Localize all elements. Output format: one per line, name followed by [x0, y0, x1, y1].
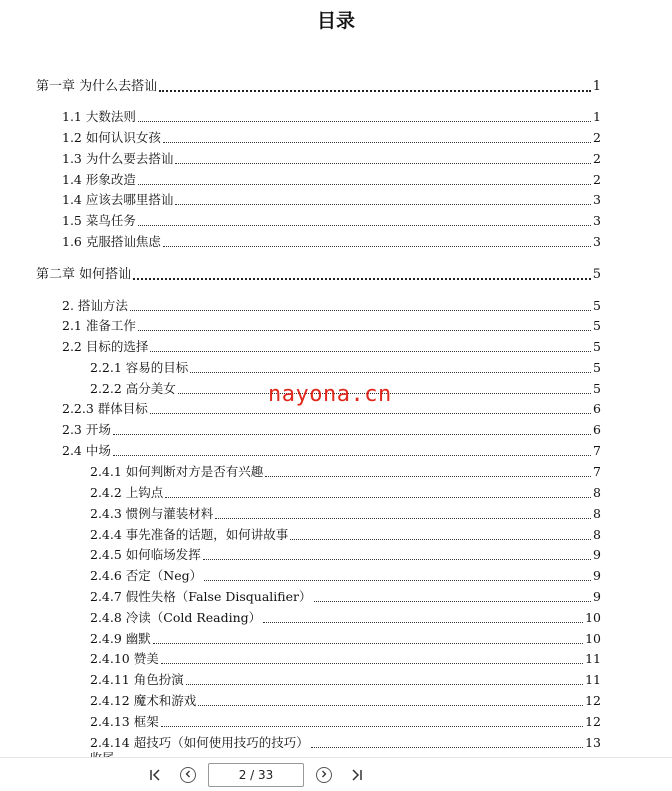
toc-entry-label: 第一章 为什么去搭讪	[36, 79, 158, 94]
toc-entry-label: 2.3 开场	[62, 422, 111, 437]
toc-entry[interactable]	[90, 546, 601, 564]
prev-page-button[interactable]	[180, 767, 196, 783]
toc-entry-label: 2.4.1 如何判断对方是否有兴趣	[90, 464, 264, 479]
toc-entry-label: 2.4.13 框架	[90, 714, 159, 729]
toc-entry[interactable]	[90, 484, 601, 502]
dot-leader	[113, 434, 591, 435]
last-page-button[interactable]	[346, 765, 366, 785]
dot-leader	[138, 121, 591, 122]
toc-entry-label: 2.4.8 冷读（Cold Reading）	[90, 610, 262, 625]
toc-entry-page-number: 3	[593, 192, 601, 207]
toc-entry[interactable]	[90, 567, 601, 585]
dot-leader	[163, 142, 591, 143]
dot-leader	[150, 351, 591, 352]
toc-entry-page-number: 3	[593, 234, 601, 249]
toc-title: 目录	[316, 10, 355, 32]
toc-entry[interactable]	[62, 212, 601, 230]
toc-entry-label: 2.4.11 角色扮演	[90, 672, 184, 687]
toc-entry[interactable]	[62, 129, 601, 147]
toc-entry-page-number: 9	[593, 589, 601, 604]
toc-entry-label: 2.4.14 超技巧（如何使用技巧的技巧）	[90, 735, 309, 750]
dot-leader	[175, 163, 591, 164]
toc-entry-page-number: 5	[593, 381, 601, 396]
toc-entry-page-number: 11	[585, 651, 601, 666]
toc-entry[interactable]	[90, 734, 601, 752]
toc-entry[interactable]	[62, 108, 601, 126]
dot-leader	[215, 518, 591, 519]
dot-leader	[130, 310, 591, 311]
toc-entry-label: 1.3 为什么要去搭讪	[62, 151, 174, 166]
toc-entry[interactable]	[90, 609, 601, 627]
toc-entry-page-number: 8	[593, 506, 601, 521]
toc-entry-label: 2.4.4 事先准备的话题，如何讲故事	[90, 527, 289, 542]
dot-leader	[159, 90, 591, 92]
toc-entry[interactable]	[62, 150, 601, 168]
toc-entry[interactable]	[90, 630, 601, 648]
toc-entry-page-number: 2	[593, 172, 601, 187]
toc-entry[interactable]	[90, 671, 601, 689]
toc-entry-label: 1.5 菜鸟任务	[62, 213, 136, 228]
toc-entry[interactable]	[90, 713, 601, 731]
toc-entry-label: 2.4 中场	[62, 443, 111, 458]
toc-entry-label: 1.4 应该去哪里搭讪	[62, 192, 174, 207]
toc-entry-page-number: 1	[593, 109, 601, 124]
dot-leader	[175, 204, 591, 205]
page-indicator[interactable]: 2 / 33	[208, 763, 304, 787]
toc-chapter-entry[interactable]	[36, 78, 601, 96]
toc-entry[interactable]	[62, 191, 601, 209]
toc-entry-label: 2.4.7 假性失格（False Disqualifier）	[90, 589, 312, 604]
toc-entry[interactable]	[90, 463, 601, 481]
toc-entry-label: 2. 搭讪方法	[62, 298, 128, 313]
toc-entry-label: 2.2.2 高分美女	[90, 381, 176, 396]
dot-leader	[150, 413, 591, 414]
dot-leader	[161, 726, 583, 727]
toc-entry-page-number: 13	[585, 735, 601, 750]
next-page-icon	[320, 770, 328, 781]
toc-entry[interactable]	[62, 421, 601, 439]
dot-leader	[290, 539, 591, 540]
toc-entry-page-number: 3	[593, 213, 601, 228]
toc-entry-label: 第二章 如何搭讪	[36, 267, 132, 282]
dot-leader	[138, 225, 591, 226]
toc-entry-page-number: 2	[593, 130, 601, 145]
toc-entry-page-number: 7	[593, 443, 601, 458]
toc-entry[interactable]	[62, 317, 601, 335]
toc-entry[interactable]	[90, 359, 601, 377]
toc-entry[interactable]	[90, 526, 601, 544]
toc-entry-page-number: 5	[593, 318, 601, 333]
dot-leader	[138, 330, 591, 331]
toc-entry-label: 2.2.1 容易的目标	[90, 360, 189, 375]
toc-entry-page-number: 12	[585, 693, 601, 708]
dot-leader	[161, 663, 583, 664]
toc-entry-page-number: 7	[593, 464, 601, 479]
toc-entry-label: 2.4.12 魔术和游戏	[90, 693, 197, 708]
toc-entry-page-number: 5	[593, 339, 601, 354]
dot-leader	[113, 455, 591, 456]
toc-entry-page-number: 9	[593, 568, 601, 583]
toc-entry[interactable]	[62, 297, 601, 315]
dot-leader	[186, 684, 583, 685]
dot-leader	[138, 184, 591, 185]
toc-entry[interactable]	[90, 588, 601, 606]
toc-entry[interactable]	[62, 442, 601, 460]
toc-entry-label: 1.2 如何认识女孩	[62, 130, 161, 145]
toc-entry-page-number: 11	[585, 672, 601, 687]
last-page-icon	[349, 766, 363, 785]
toc-entry[interactable]	[62, 338, 601, 356]
toc-entry-page-number: 2	[593, 151, 601, 166]
dot-leader	[133, 278, 591, 280]
toc-entry[interactable]	[62, 233, 601, 251]
toc-entry-page-number: 8	[593, 527, 601, 542]
first-page-button[interactable]	[146, 765, 166, 785]
toc-entry-page-number: 10	[585, 610, 601, 625]
toc-entry-label: 2.4.9 幽默	[90, 631, 151, 646]
dot-leader	[153, 643, 583, 644]
toc-entry-label: 2.4.6 否定（Neg）	[90, 568, 203, 583]
toc-entry-page-number: 8	[593, 485, 601, 500]
toc-entry[interactable]	[90, 505, 601, 523]
toc-chapter-entry[interactable]	[36, 266, 601, 284]
dot-leader	[203, 559, 591, 560]
dot-leader	[198, 705, 583, 706]
toc-entry[interactable]	[62, 171, 601, 189]
next-page-button[interactable]	[316, 767, 332, 783]
dot-leader	[204, 580, 591, 581]
toc-entry[interactable]	[90, 692, 601, 710]
toc-entry-label: 1.1 大数法则	[62, 109, 136, 124]
dot-leader	[190, 372, 591, 373]
toc-entry-page-number: 5	[592, 267, 601, 282]
dot-leader	[163, 246, 591, 247]
toc-entry-page-number: 5	[593, 298, 601, 313]
watermark: nayona.cn	[268, 382, 392, 407]
toc-entry-page-number: 9	[593, 547, 601, 562]
dot-leader	[263, 622, 583, 623]
page-navigation-toolbar	[0, 757, 672, 791]
toc-entry-label: 2.2.3 群体目标	[62, 401, 148, 416]
toc-entry-page-number: 12	[585, 714, 601, 729]
toc-entry-label: 2.1 准备工作	[62, 318, 136, 333]
toc-entry-page-number: 1	[592, 79, 601, 94]
prev-page-icon	[184, 770, 192, 781]
dot-leader	[265, 476, 591, 477]
toc-entry-label: 2.2 目标的选择	[62, 339, 149, 354]
toc-entry-page-number: 10	[585, 631, 601, 646]
toc-entry-page-number: 6	[593, 422, 601, 437]
toc-entry-page-number: 6	[593, 401, 601, 416]
toc-entry-label: 2.4.10 赞美	[90, 651, 159, 666]
first-page-icon	[149, 766, 163, 785]
toc-entry[interactable]	[90, 650, 601, 668]
toc-entry-label: 1.4 形象改造	[62, 172, 136, 187]
toc-entry-label: 1.6 克服搭讪焦虑	[62, 234, 161, 249]
toc-entry-label: 2.4.2 上钩点	[90, 485, 164, 500]
dot-leader	[311, 747, 583, 748]
toc-entry-label: 2.4.3 惯例与灌装材料	[90, 506, 214, 521]
dot-leader	[314, 601, 592, 602]
toc-entry-label: 2.4.5 如何临场发挥	[90, 547, 201, 562]
dot-leader	[165, 497, 591, 498]
toc-entry-page-number: 5	[593, 360, 601, 375]
